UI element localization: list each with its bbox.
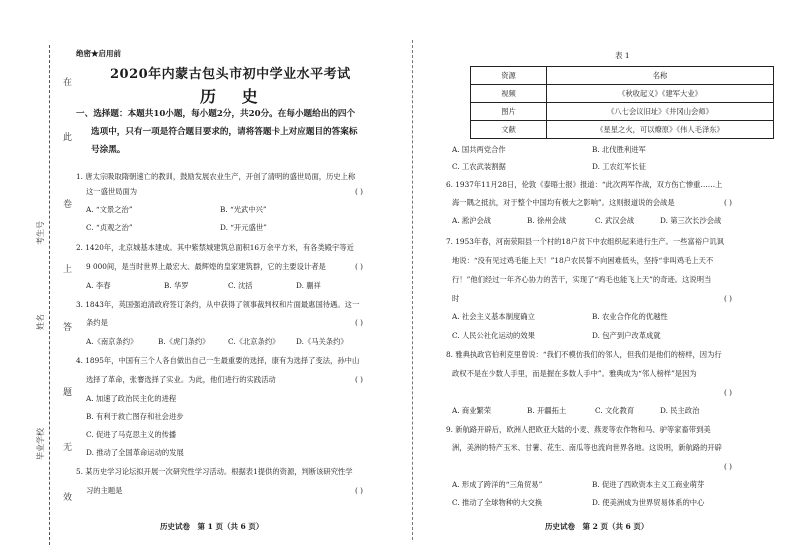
q6-option-c: C. 武汉会战 bbox=[595, 216, 635, 225]
q1-stem-1: 1. 唐太宗吸取隋朝速亡的教训，鼓励发展农业生产，开创了清明的盛世局面，历史上称 bbox=[76, 172, 356, 181]
q9-option-d: D. 使美洲成为世界贸易体系的中心 bbox=[592, 498, 705, 507]
q3-stem-2: 条约是 bbox=[86, 318, 108, 327]
table-cell: 《秋收起义》《建军大业》 bbox=[547, 85, 774, 103]
sidebar-char: 在 bbox=[63, 78, 73, 88]
footer-page-1: 历史试卷 第 1 页（共 6 页） bbox=[160, 522, 264, 531]
q7-answer-paren: ( ) bbox=[724, 294, 733, 303]
sidebar-char: 效 bbox=[63, 493, 73, 503]
sidebar-char: 此 bbox=[63, 133, 73, 143]
q9-option-c: C. 推动了全球物种的大交换 bbox=[452, 498, 543, 507]
subject-title: 历 史 bbox=[200, 87, 268, 106]
footer-page-2: 历史试卷 第 2 页（共 6 页） bbox=[545, 522, 649, 531]
q9-stem-2: 洲，美洲的特产玉米、甘薯、花生、南瓜等也流向世界各地。这说明，新航路的开辟 bbox=[452, 443, 722, 452]
q1-option-b: B. “光武中兴” bbox=[220, 205, 267, 214]
table-row bbox=[471, 121, 774, 139]
q9-answer-paren: ( ) bbox=[724, 462, 733, 471]
section-instruction-1: 一、选择题：本题共10小题，每小题2分，共20分。在每小题给出的四个 bbox=[76, 109, 356, 119]
q8-option-c: C. 文化教育 bbox=[595, 406, 635, 415]
q4-stem-2: 选择了革命，张謇选择了实业。为此，他们进行的实践活动 bbox=[86, 375, 276, 384]
q9-stem-1: 9. 新航路开辟后，欧洲人把欧亚大陆的小麦、燕麦等农作物和马、驴等家畜带到美 bbox=[446, 425, 711, 434]
q6-option-b: B. 徐州会战 bbox=[527, 216, 567, 225]
school-label: 毕业学校 bbox=[36, 428, 45, 460]
q1-option-c: C. “贞观之治” bbox=[86, 223, 133, 232]
sidebar-char: 无 bbox=[63, 443, 73, 453]
q4-option-d: D. 推动了全国革命运动的发展 bbox=[86, 448, 184, 457]
q4-option-b: B. 有利于救亡图存和社会进步 bbox=[86, 412, 184, 421]
q7-stem-1: 7. 1953年春，河南荥阳县一个村的18户贫下中农组织起来进行生产。一些富裕户讥讽 bbox=[446, 237, 724, 246]
table-cell: 视频 bbox=[471, 85, 547, 103]
exam-title: 2020年内蒙古包头市初中学业水平考试 bbox=[110, 67, 351, 82]
q8-answer-paren: ( ) bbox=[724, 388, 733, 397]
q2-option-c: C. 沈括 bbox=[228, 281, 253, 290]
table-caption: 表 1 bbox=[615, 51, 630, 60]
section-instruction-2: 选项中，只有一项是符合题目要求的，请将答题卡上对应题目的答案标 bbox=[91, 127, 358, 137]
q4-stem-1: 4. 1895年，中国有三个人各自做出自己一生最重要的选择，康有为选择了变法，孙中山 bbox=[76, 356, 360, 365]
table-header-row bbox=[471, 67, 774, 85]
candidate-number-label: 考生号 bbox=[36, 221, 45, 245]
q5-option-c: C. 工农武装割据 bbox=[452, 162, 506, 171]
q6-stem-1: 6. 1937年11月28日，伦敦《泰晤士报》报道：“此次两军作战，双方伤亡惨重……上 bbox=[446, 180, 723, 189]
resource-table bbox=[470, 66, 774, 139]
sidebar-char: 题 bbox=[63, 388, 73, 398]
q1-option-d: D. “开元盛世” bbox=[220, 223, 267, 232]
q2-stem-2: 9 000间，是当时世界上最宏大、最辉煌的皇家建筑群，它的主要设计者是 bbox=[86, 262, 326, 271]
q6-stem-2: 海一隅之抵抗，对于整个中国均有极大之影响”。这则报道说的会战是 bbox=[452, 198, 675, 207]
sidebar-char: 答 bbox=[63, 323, 73, 333]
q2-stem-1: 2. 1420年，北京城基本建成。其中紫禁城建筑总面积16万余平方米，有各类殿宇等近 bbox=[76, 243, 354, 252]
q1-option-a: A. “文景之治” bbox=[86, 205, 133, 214]
q3-option-b: B.《虎门条约》 bbox=[158, 337, 210, 346]
name-label: 姓名 bbox=[36, 314, 45, 330]
q7-stem-3: 行！”他们经过一年齐心协力的苦干，实现了“鸡毛也能飞上天”的奇迹。这说明当 bbox=[452, 275, 712, 284]
q3-stem-1: 3. 1843年，英国强迫清政府签订条约，从中获得了领事裁判权和片面最惠国待遇。这一 bbox=[76, 300, 360, 309]
q5-option-b: B. 北伐胜利进军 bbox=[592, 145, 646, 154]
table-header-cell: 资源 bbox=[471, 67, 547, 85]
table-row bbox=[471, 103, 774, 121]
q1-stem-2: 这一盛世局面为 bbox=[86, 187, 138, 196]
section-instruction-3: 号涂黑。 bbox=[91, 145, 126, 155]
q7-stem-4: 时 bbox=[452, 294, 460, 303]
table-row bbox=[471, 85, 774, 103]
q3-option-d: D.《马关条约》 bbox=[296, 337, 348, 346]
q3-option-a: A.《南京条约》 bbox=[86, 337, 138, 346]
q2-option-d: D. 蒯祥 bbox=[296, 281, 321, 290]
q7-option-a: A. 社会主义基本制度确立 bbox=[452, 312, 535, 321]
q6-answer-paren: ( ) bbox=[724, 198, 733, 207]
secret-label: 绝密★启用前 bbox=[76, 49, 121, 58]
q9-option-a: A. 形成了跨洋的“三角贸易” bbox=[452, 480, 543, 489]
q7-stem-2: 地说：“没有见过鸡毛能上天！”18户农民誓不向困难低头，坚持“非叫鸡毛上天不 bbox=[452, 256, 714, 265]
q4-option-a: A. 加速了政治民主化的进程 bbox=[86, 394, 177, 403]
q5-stem-2: 习的主题是 bbox=[86, 486, 123, 495]
q2-option-b: B. 华罗 bbox=[164, 281, 189, 290]
q8-option-a: A. 商业繁荣 bbox=[452, 406, 492, 415]
table-header-cell: 名称 bbox=[547, 67, 774, 85]
binding-line bbox=[49, 45, 50, 545]
q6-option-d: D. 第三次长沙会战 bbox=[660, 216, 722, 225]
table-cell: 《星星之火，可以燎原》《伟人毛泽东》 bbox=[547, 121, 774, 139]
q3-answer-paren: ( ) bbox=[355, 318, 364, 327]
page-divider bbox=[412, 40, 413, 540]
q3-option-c: C.《北京条约》 bbox=[228, 337, 280, 346]
q5-answer-paren: ( ) bbox=[355, 486, 364, 495]
q1-answer-paren: ( ) bbox=[355, 187, 364, 196]
q2-answer-paren: ( ) bbox=[355, 262, 364, 271]
q8-stem-1: 8. 雅典执政官伯利克里曾说：“我们不模仿我们的邻人，但我们是他们的榜样，因为行 bbox=[446, 350, 722, 359]
q8-option-b: B. 开疆拓土 bbox=[527, 406, 567, 415]
table-cell: 《八七会议旧址》《井冈山会师》 bbox=[547, 103, 774, 121]
table-cell: 文献 bbox=[471, 121, 547, 139]
sidebar-char: 上 bbox=[63, 265, 73, 275]
q8-option-d: D. 民主政治 bbox=[660, 406, 700, 415]
q8-stem-2: 政权不是在少数人手里，而是握在多数人手中”。雅典成为“邻人榜样”是因为 bbox=[452, 369, 697, 378]
q7-option-d: D. 包产到户改革成就 bbox=[592, 331, 661, 340]
sidebar-char: 卷 bbox=[63, 200, 73, 210]
q7-option-b: B. 农业合作化的优越性 bbox=[592, 312, 668, 321]
q9-option-b: B. 促进了西欧资本主义工商业萌芽 bbox=[592, 480, 705, 489]
q5-stem-1: 5. 某历史学习论坛拟开展一次研究性学习活动。根据表1提供的资源，判断该研究性学 bbox=[76, 467, 353, 476]
q4-answer-paren: ( ) bbox=[355, 375, 364, 384]
q4-option-c: C. 促进了马克思主义的传播 bbox=[86, 430, 177, 439]
q7-option-c: C. 人民公社化运动的效果 bbox=[452, 331, 535, 340]
q6-option-a: A. 淞沪会战 bbox=[452, 216, 492, 225]
q5-option-d: D. 工农红军长征 bbox=[592, 162, 647, 171]
table-cell: 图片 bbox=[471, 103, 547, 121]
q5-option-a: A. 国共两党合作 bbox=[452, 145, 506, 154]
q2-option-a: A. 李春 bbox=[86, 281, 111, 290]
